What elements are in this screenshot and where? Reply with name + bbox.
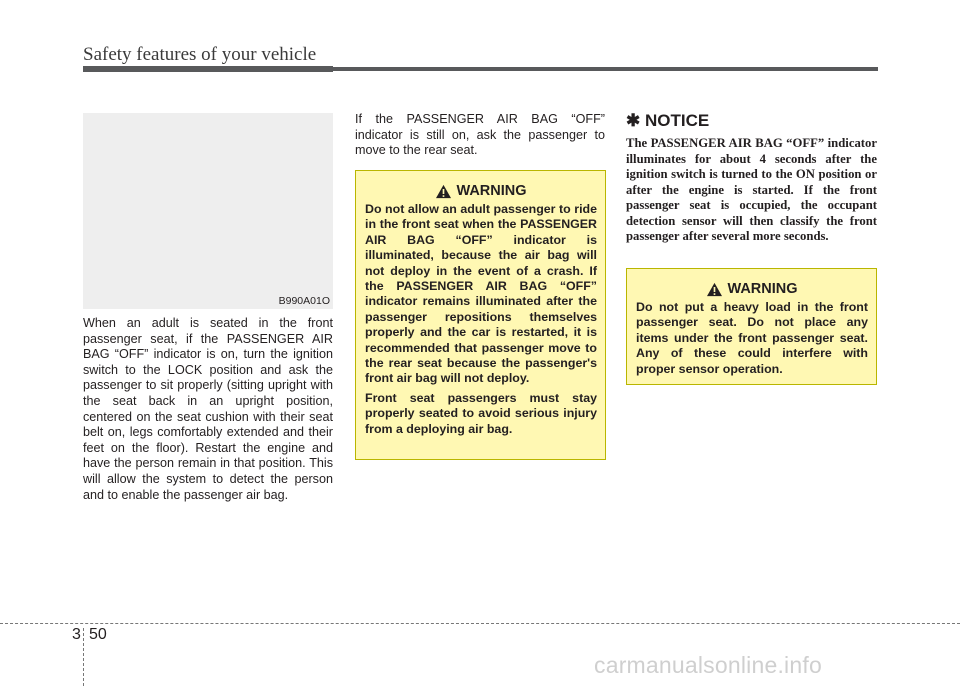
footer-divider: [83, 628, 84, 686]
footer-rule: [0, 623, 960, 624]
header-rule-accent: [83, 66, 333, 72]
warning-title: WARNING: [727, 281, 798, 297]
warning-text: Do not allow an adult passenger to ride in the front seat when the PASSENGER AIR BAG “OFF” indicator is illuminated, because the air bag will not deploy in the event of a crash. If the PASSENGER AIR BAG “OFF” indicator remains illuminated after the passenger repositions themselves properly and the car is restarted, it is recommended that passenger move to the rear seat because the passenger's front air bag will not deploy.: [365, 202, 597, 386]
figure-code: B990A01O: [278, 295, 330, 307]
warning-header: [636, 281, 868, 297]
page-header-title: Safety features of your vehicle: [83, 44, 317, 65]
chapter-number: 3: [72, 626, 81, 643]
warning-box-adult-passenger: [355, 170, 606, 460]
watermark: carmanualsonline.info: [594, 652, 822, 678]
warning-text: Do not put a heavy load in the front passenger seat. Do not place any items under the front passenger seat. Any of these could interfere with proper sensor operation.: [636, 300, 868, 376]
page-number: 50: [89, 626, 107, 643]
warning-header: [365, 183, 597, 199]
warning-text-secondary: Front seat passengers must stay properly seated to avoid serious injury from a deploying air bag.: [365, 390, 597, 436]
notice-text: The PASSENGER AIR BAG “OFF” indicator illuminates for about 4 seconds after the ignition switch is turned to the ON position or after the engine is started. If the front passenger seat is occupied, the occupant detection sensor will then classify the front passenger after several more seconds.: [626, 136, 877, 243]
figure-image: [83, 113, 333, 309]
warning-triangle-icon: [706, 282, 723, 297]
warning-box-heavy-load: [626, 268, 877, 385]
warning-title: WARNING: [456, 183, 527, 199]
body-paragraph-adult-seated: When an adult is seated in the front passenger seat, if the PASSENGER AIR BAG “OFF” indicator is on, turn the ignition switch to the LOCK position and ask the passenger to sit properly (sitting upright with the seat back in an upright position, centered on the seat cushion with their seat belt on, legs comfortably extended and their feet on the floor). Restart the engine and have the person remain in that position. This will allow the system to detect the person and to enable the passenger air bag.: [83, 316, 333, 502]
notice-title: ✱ NOTICE: [626, 111, 710, 130]
body-paragraph-rear-seat: If the PASSENGER AIR BAG “OFF” indicator is still on, ask the passenger to move to the rear seat.: [355, 112, 605, 158]
warning-triangle-icon: [435, 184, 452, 199]
